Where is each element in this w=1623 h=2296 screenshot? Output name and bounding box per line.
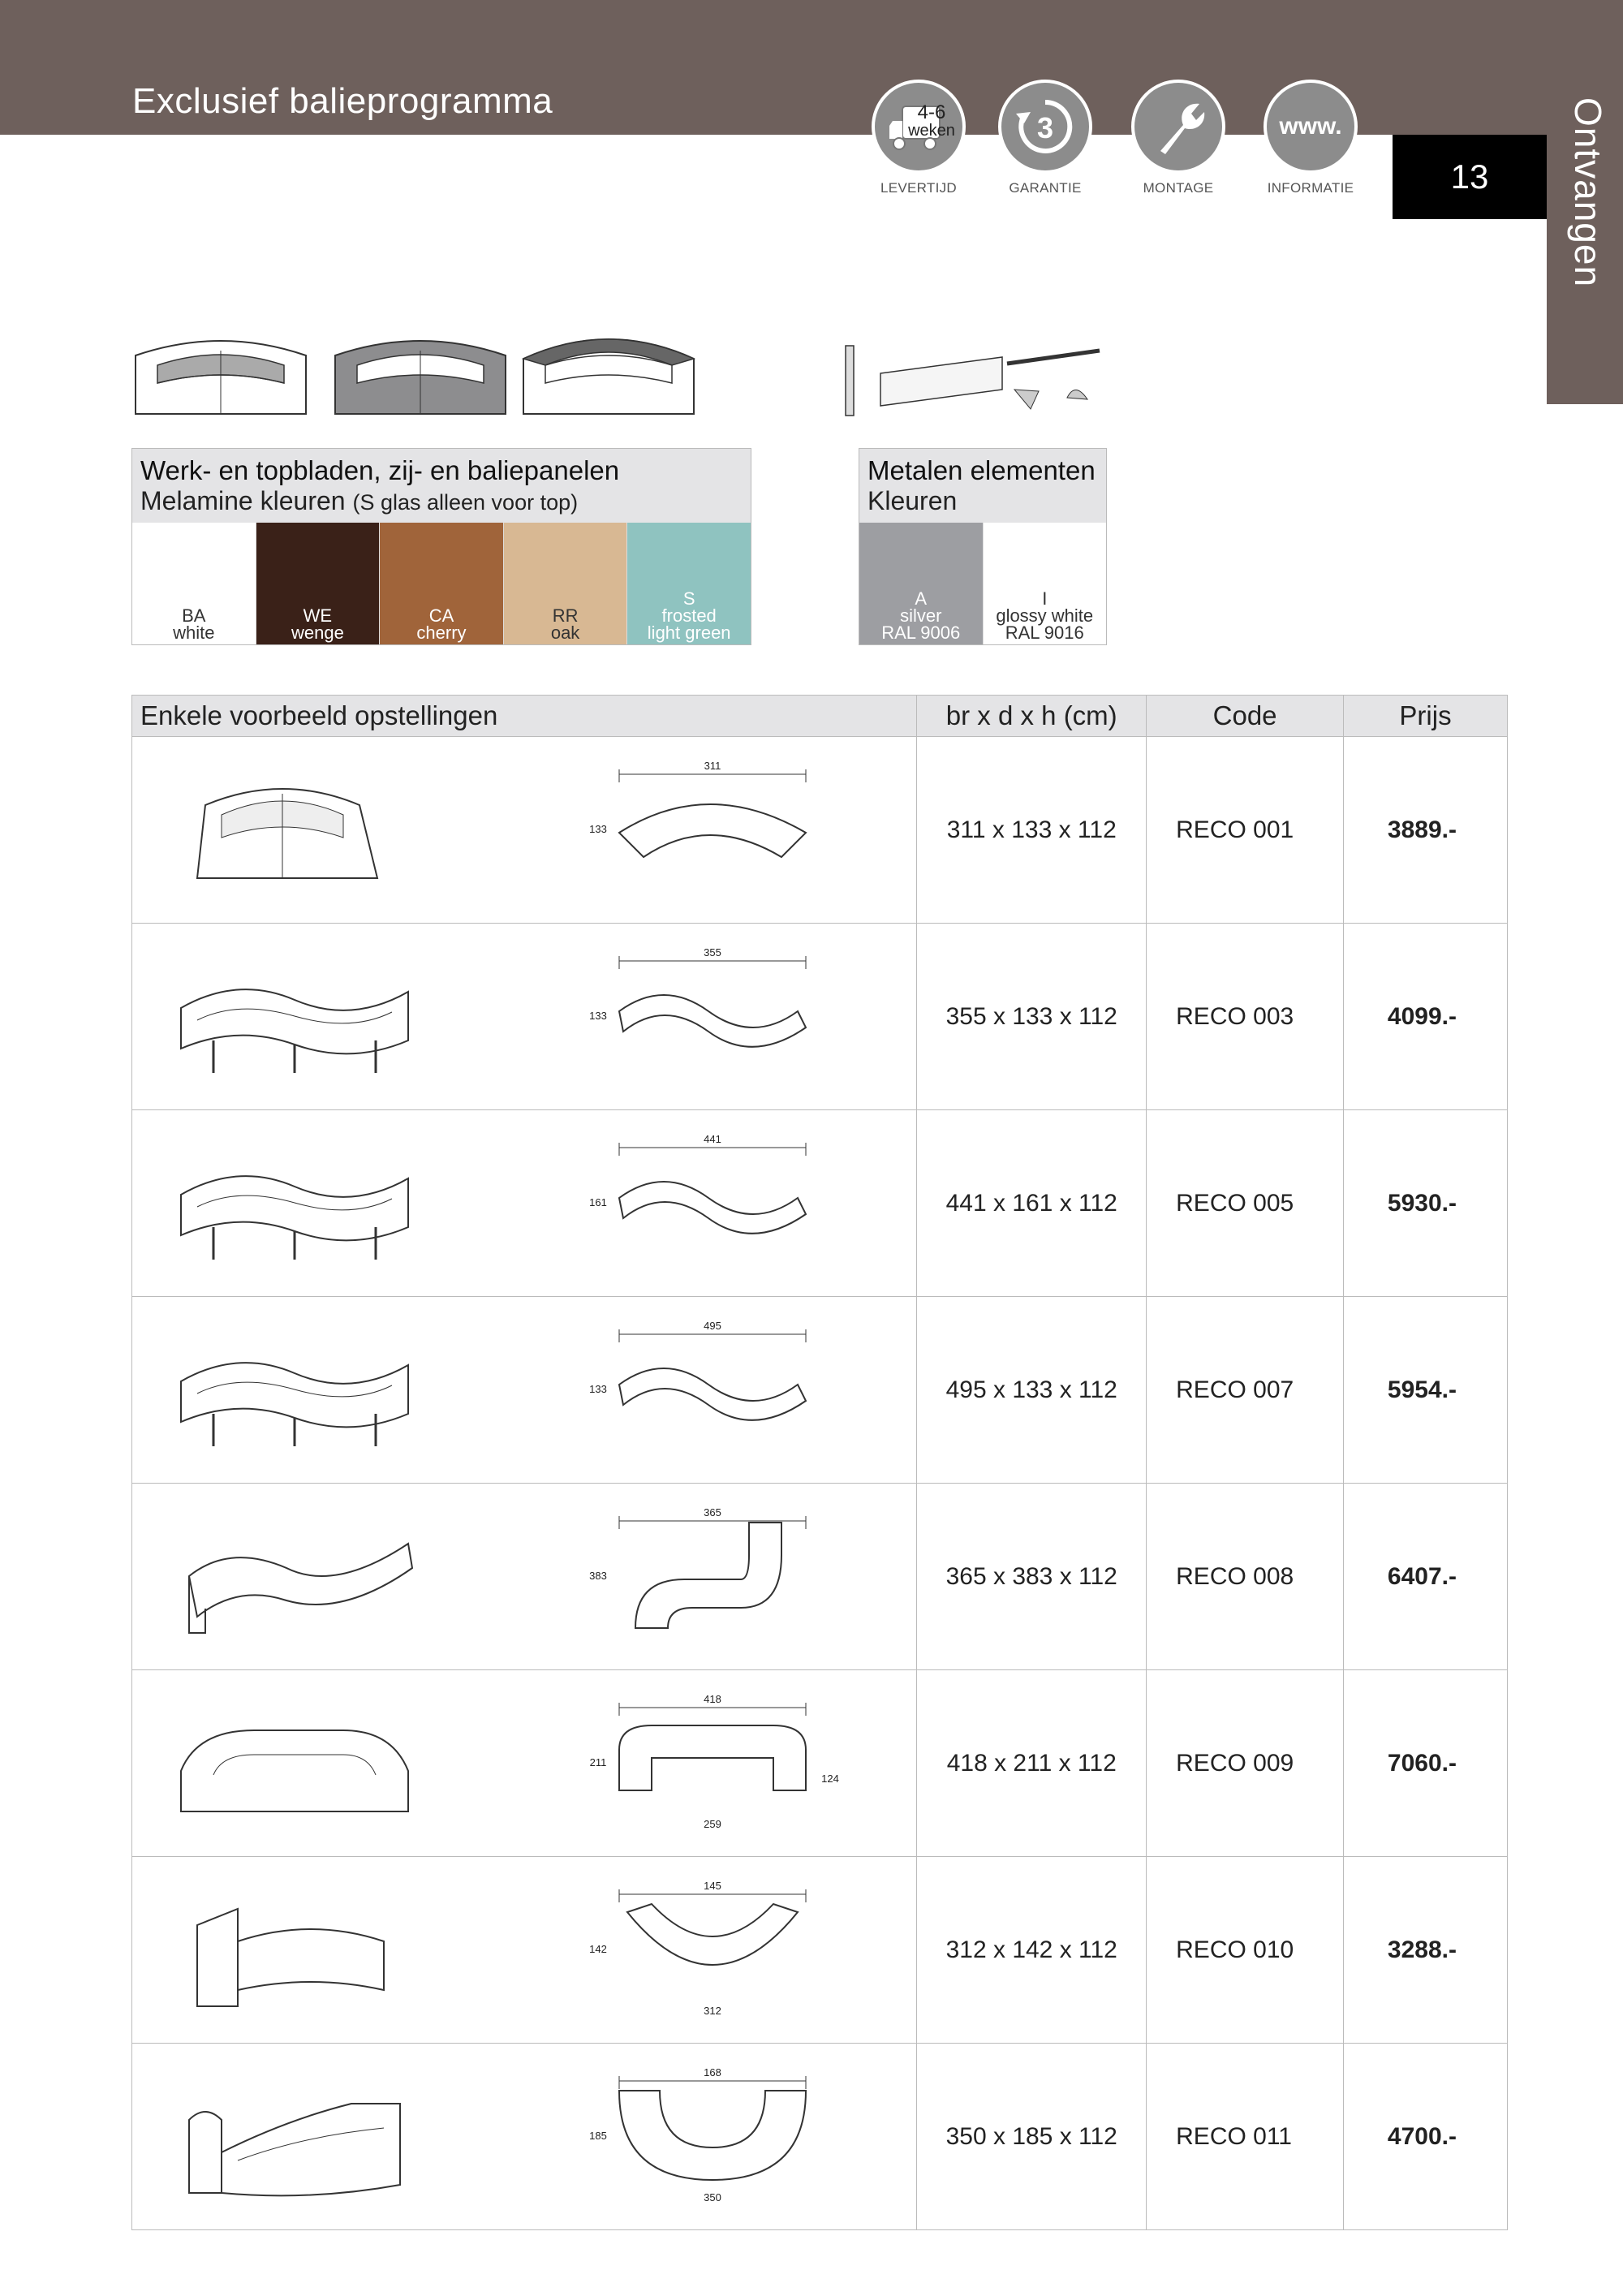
swatch-name2: RAL 9016: [1005, 622, 1084, 643]
desk-perspective-drawing: [165, 765, 433, 901]
delivery-weeks: 4-6: [917, 101, 946, 123]
plan-extra-dimension: 259: [704, 1818, 721, 1830]
colors_panel-swatch: [626, 523, 751, 644]
desk-perspective-drawing: [165, 1885, 433, 2021]
configuration-illustration: [132, 1857, 917, 2044]
table-row: [132, 924, 1508, 1110]
price-cell: 7060.-: [1344, 1670, 1508, 1857]
table-row: [132, 1484, 1508, 1670]
page-number: 13: [1393, 135, 1547, 219]
plan-depth: 161: [589, 1196, 607, 1208]
swatch-code: BA: [182, 605, 206, 626]
swatch-name: white: [173, 622, 215, 643]
metal_panel-swatch: [983, 523, 1107, 644]
melamine-swatches: [132, 523, 751, 644]
plan-width: 145: [704, 1880, 721, 1892]
service-info: [1262, 80, 1359, 196]
plan-extra-dimension: 312: [704, 2005, 721, 2017]
metal-color-panel: [859, 448, 1107, 645]
service-label: MONTAGE: [1143, 180, 1214, 196]
swatch-code: RR: [552, 605, 579, 626]
desk-floorplan-drawing: [587, 1506, 846, 1651]
price-cell: 4700.-: [1344, 2044, 1508, 2230]
swatch-name: oak: [550, 622, 580, 643]
service-label: LEVERTIJD: [880, 180, 958, 196]
swatch-name: cherry: [416, 622, 467, 643]
swatch-name: glossy white: [996, 605, 1094, 626]
header-code: Code: [1147, 696, 1344, 737]
dimensions-cell: 441 x 161 x 112: [917, 1110, 1147, 1297]
code-cell: RECO 010: [1147, 1857, 1344, 2044]
desk-floorplan-drawing: [587, 1880, 846, 2024]
plan-width: 418: [704, 1693, 721, 1705]
side-tab: [1547, 0, 1623, 404]
code-cell: RECO 001: [1147, 737, 1344, 924]
code-cell: RECO 011: [1147, 2044, 1344, 2230]
melamine-panel-header: [132, 449, 751, 523]
swatch-code: I: [1042, 588, 1048, 609]
swatch-code: CA: [428, 605, 454, 626]
swatch-name2: RAL 9006: [881, 622, 961, 643]
header-dimensions: br x d x h (cm): [917, 696, 1147, 737]
metal-subheading: Kleuren: [867, 486, 958, 515]
desk-illustration-grey: [331, 333, 510, 422]
colors_panel-swatch: [132, 523, 256, 644]
table-row: [132, 1297, 1508, 1484]
header-configurations: Enkele voorbeeld opstellingen: [132, 696, 917, 737]
desk-perspective-drawing: [165, 1511, 433, 1648]
desk-perspective-drawing: [165, 1325, 433, 1461]
dimensions-cell: 350 x 185 x 112: [917, 2044, 1147, 2230]
table-row: [132, 1110, 1508, 1297]
plan-depth: 211: [589, 1756, 607, 1768]
service-delivery: [870, 80, 967, 196]
plan-depth: 133: [589, 1010, 607, 1022]
desk-illustration-dark-top: [519, 330, 698, 422]
price-cell: 3288.-: [1344, 1857, 1508, 2044]
plan-width: 168: [704, 2066, 721, 2078]
plan-width: 495: [704, 1320, 721, 1332]
melamine-color-panel: [131, 448, 751, 645]
swatch-name2: light green: [647, 622, 731, 643]
plan-side-dimension: 124: [821, 1773, 839, 1785]
plan-depth: 185: [589, 2130, 607, 2142]
plan-width: 311: [704, 760, 721, 772]
plan-depth: 142: [589, 1943, 607, 1955]
desk-perspective-drawing: [165, 1698, 433, 1834]
configuration-illustration: [132, 1484, 917, 1670]
metal-heading: Metalen elementen: [867, 455, 1096, 485]
dimensions-cell: 312 x 142 x 112: [917, 1857, 1147, 2044]
header-price: Prijs: [1344, 696, 1508, 737]
swatch-name: wenge: [291, 622, 344, 643]
table-row: [132, 2044, 1508, 2230]
configuration-illustration: [132, 2044, 917, 2230]
desk-perspective-drawing: [165, 1138, 433, 1274]
table-body: [132, 737, 1508, 2230]
metal-parts-illustration: [840, 341, 1108, 422]
colors_panel-swatch: [256, 523, 380, 644]
swatch-code: WE: [303, 605, 333, 626]
swatch-code: S: [682, 588, 695, 609]
desk-floorplan-drawing: [587, 946, 846, 1091]
delivery-truck-icon: [872, 80, 966, 174]
melamine-heading: Werk- en topbladen, zij- en baliepanelen: [140, 455, 620, 485]
plan-width: 441: [704, 1133, 721, 1145]
desk-floorplan-drawing: [587, 760, 846, 904]
service-label: GARANTIE: [1009, 180, 1082, 196]
swatch-code: A: [915, 588, 928, 609]
metal_panel-swatch: [859, 523, 983, 644]
code-cell: RECO 005: [1147, 1110, 1344, 1297]
service-label: INFORMATIE: [1267, 180, 1354, 196]
code-cell: RECO 008: [1147, 1484, 1344, 1670]
code-cell: RECO 009: [1147, 1670, 1344, 1857]
price-cell: 6407.-: [1344, 1484, 1508, 1670]
www-text: www.: [1279, 113, 1342, 140]
configuration-illustration: [132, 1297, 917, 1484]
plan-width: 365: [704, 1506, 721, 1518]
desk-floorplan-drawing: [587, 2066, 846, 2211]
metal-swatches: [859, 523, 1106, 644]
warranty-years: 3: [1036, 111, 1054, 144]
colors_panel-swatch: [379, 523, 503, 644]
www-icon: [1264, 80, 1358, 174]
desk-floorplan-drawing: [587, 1133, 846, 1277]
table-header-row: [132, 696, 1508, 737]
price-cell: 4099.-: [1344, 924, 1508, 1110]
plan-depth: 383: [589, 1570, 607, 1582]
plan-width: 355: [704, 946, 721, 958]
melamine-subheading: Melamine kleuren: [140, 486, 346, 515]
dimensions-cell: 495 x 133 x 112: [917, 1297, 1147, 1484]
plan-depth: 133: [589, 1383, 607, 1395]
plan-extra-dimension: 350: [704, 2191, 721, 2203]
dimensions-cell: 365 x 383 x 112: [917, 1484, 1147, 1670]
configuration-illustration: [132, 737, 917, 924]
melamine-note: (S glas alleen voor top): [352, 490, 579, 515]
desk-floorplan-drawing: [587, 1320, 846, 1464]
configurations-table: [131, 695, 1508, 2230]
code-cell: RECO 003: [1147, 924, 1344, 1110]
wrench-icon: [1131, 80, 1225, 174]
dimensions-cell: 355 x 133 x 112: [917, 924, 1147, 1110]
service-warranty: [997, 80, 1094, 196]
metal-panel-header: [859, 449, 1106, 523]
price-cell: 3889.-: [1344, 737, 1508, 924]
configuration-illustration: [132, 1670, 917, 1857]
swatch-name: silver: [900, 605, 942, 626]
side-tab-label: Ontvangen: [1567, 97, 1609, 288]
dimensions-cell: 418 x 211 x 112: [917, 1670, 1147, 1857]
configuration-illustration: [132, 1110, 917, 1297]
swatch-name: frosted: [661, 605, 717, 626]
table-row: [132, 737, 1508, 924]
table-row: [132, 1857, 1508, 2044]
dimensions-cell: 311 x 133 x 112: [917, 737, 1147, 924]
service-assembly: [1130, 80, 1227, 196]
desk-perspective-drawing: [165, 951, 433, 1088]
colors_panel-swatch: [503, 523, 627, 644]
table-row: [132, 1670, 1508, 1857]
desk-illustration-white: [131, 333, 310, 422]
desk-perspective-drawing: [165, 2071, 433, 2208]
delivery-unit: weken: [908, 122, 955, 140]
configuration-illustration: [132, 924, 917, 1110]
code-cell: RECO 007: [1147, 1297, 1344, 1484]
warranty-3-icon: [998, 80, 1092, 174]
plan-depth: 133: [589, 823, 607, 835]
price-cell: 5930.-: [1344, 1110, 1508, 1297]
desk-floorplan-drawing: [587, 1693, 846, 1837]
price-cell: 5954.-: [1344, 1297, 1508, 1484]
page-title: Exclusief balieprogramma: [132, 81, 553, 121]
